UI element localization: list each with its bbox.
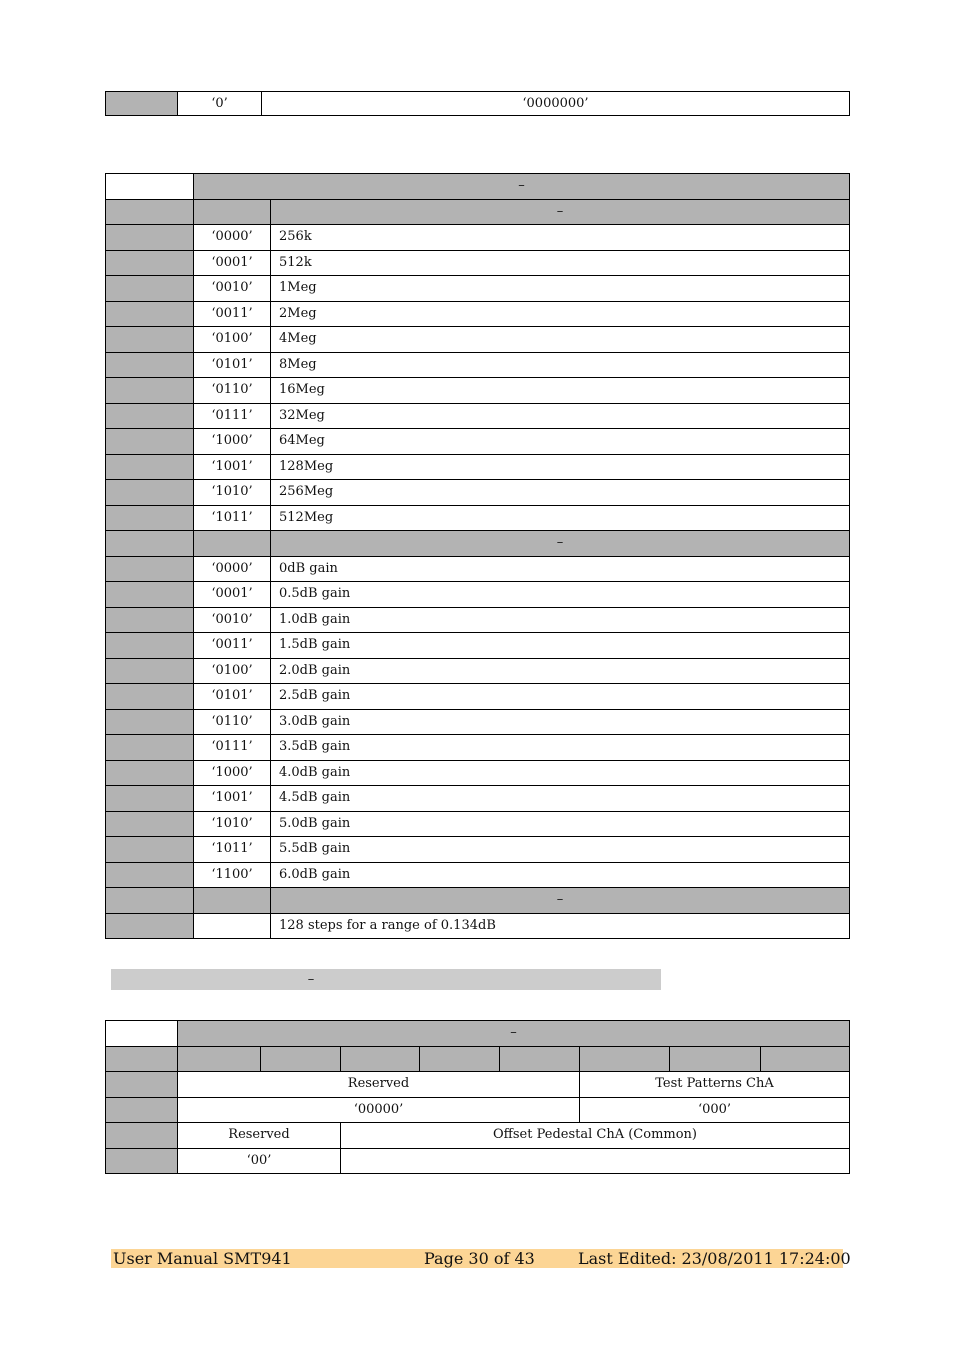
code-cell: ‘1100’ [194,862,271,888]
label-cell [106,378,194,404]
table-row [106,352,850,378]
label-cell [106,301,194,327]
table-row [106,454,850,480]
label-cell [106,1123,178,1149]
offset-pedestal-default-cell [341,1148,850,1174]
caption-dash: – [307,972,315,987]
code-header-cell [194,531,271,557]
description-cell: 256k [271,225,850,251]
label-cell [106,454,194,480]
section-dash: – [556,892,564,908]
description-cell: 512k [271,250,850,276]
label-cell [106,913,194,939]
code-cell: ‘0111’ [194,735,271,761]
register-settings-table [105,173,850,939]
reserved-cell: Reserved [178,1072,580,1098]
code-cell: ‘0101’ [194,352,271,378]
table-row [106,480,850,506]
header-corner-cell [106,1021,178,1047]
label-cell [106,250,194,276]
label-cell [106,1148,178,1174]
label-cell [106,760,194,786]
code-cell: ‘1001’ [194,786,271,812]
register-value-table-top [105,91,850,116]
table-row [106,811,850,837]
code-header-cell [194,888,271,914]
table-caption [111,969,661,990]
label-cell [106,403,194,429]
table-row [106,92,850,116]
code-cell: ‘0011’ [194,301,271,327]
code-cell: ‘1010’ [194,811,271,837]
label-cell [106,556,194,582]
code-cell: ‘0100’ [194,327,271,353]
description-cell: 5.0dB gain [271,811,850,837]
code-cell: ‘0000’ [194,225,271,251]
label-cell [106,607,194,633]
table-row [106,327,850,353]
description-cell: 32Meg [271,403,850,429]
label-cell [106,633,194,659]
table-row [106,225,850,251]
offset-pedestal-cell: Offset Pedestal ChA (Common) [341,1123,850,1149]
code-cell: ‘1011’ [194,505,271,531]
code-cell: ‘1000’ [194,760,271,786]
label-cell [106,352,194,378]
reserved-cell: Reserved [178,1123,341,1149]
section-header-cell [271,531,850,557]
table-header-row [106,1021,850,1047]
section-header-row [106,531,850,557]
table-row [106,1097,850,1123]
label-cell [106,480,194,506]
table-header-row [106,174,850,200]
table-header-cell [178,1021,850,1047]
section-header-row [106,199,850,225]
table-row [106,786,850,812]
section-dash: – [556,535,564,551]
footer-title: User Manual SMT941 [113,1249,292,1268]
table-row [106,684,850,710]
label-cell [106,429,194,455]
description-cell: 256Meg [271,480,850,506]
code-cell: ‘1001’ [194,454,271,480]
table-row [106,582,850,608]
label-cell [106,276,194,302]
code-cell: ‘0000’ [194,556,271,582]
description-cell: 128 steps for a range of 0.134dB [271,913,850,939]
description-cell: 512Meg [271,505,850,531]
label-cell [106,199,194,225]
table-row [106,1123,850,1149]
table-row [106,709,850,735]
page-footer [111,1249,851,1268]
description-cell: 2Meg [271,301,850,327]
label-cell [106,225,194,251]
code-cell: ‘0010’ [194,607,271,633]
code-cell: ‘0111’ [194,403,271,429]
table-row [106,403,850,429]
label-cell [106,786,194,812]
bits-value-cell: ‘0000000’ [262,92,850,116]
bit-cell [761,1046,850,1072]
code-cell: ‘1010’ [194,480,271,506]
footer-page-number: Page 30 of 43 [424,1249,535,1268]
table-row [106,658,850,684]
table-row [106,429,850,455]
code-cell: ‘1000’ [194,429,271,455]
label-cell [106,1072,178,1098]
table-row [106,505,850,531]
table-row [106,276,850,302]
description-cell: 128Meg [271,454,850,480]
bit-cell [670,1046,761,1072]
label-cell [106,1046,178,1072]
table-row [106,633,850,659]
label-cell [106,658,194,684]
bit-cell [420,1046,500,1072]
code-cell: ‘0110’ [194,709,271,735]
bit-cell [261,1046,341,1072]
table-row [106,250,850,276]
description-cell: 0.5dB gain [271,582,850,608]
description-cell: 1Meg [271,276,850,302]
code-cell: ‘0001’ [194,582,271,608]
table-row [106,607,850,633]
description-cell: 4.5dB gain [271,786,850,812]
code-cell [194,913,271,939]
code-cell: ‘1011’ [194,837,271,863]
table-row [106,1148,850,1174]
description-cell: 2.5dB gain [271,684,850,710]
footer-last-edited: Last Edited: 23/08/2011 17:24:00 [578,1249,851,1268]
label-cell [106,505,194,531]
bit-cell [341,1046,420,1072]
register-bitfield-table [105,1020,850,1174]
code-cell: ‘0010’ [194,276,271,302]
test-patterns-default-cell: ‘000’ [580,1097,850,1123]
code-cell: ‘0100’ [194,658,271,684]
table-row [106,837,850,863]
label-cell [106,709,194,735]
bit-cell [500,1046,580,1072]
section-header-cell [271,199,850,225]
table-row [106,735,850,761]
table-header-cell [194,174,850,200]
label-cell [106,888,194,914]
label-cell [106,582,194,608]
label-cell [106,327,194,353]
description-cell: 5.5dB gain [271,837,850,863]
label-cell [106,531,194,557]
code-cell: ‘0110’ [194,378,271,404]
header-corner-cell [106,174,194,200]
table-row [106,1072,850,1098]
description-cell: 3.5dB gain [271,735,850,761]
test-patterns-cell: Test Patterns ChA [580,1072,850,1098]
description-cell: 6.0dB gain [271,862,850,888]
label-cell [106,684,194,710]
header-dash: – [510,1025,517,1041]
table-row [106,301,850,327]
description-cell: 2.0dB gain [271,658,850,684]
label-cell [106,92,178,116]
description-cell: 0dB gain [271,556,850,582]
description-cell: 1.5dB gain [271,633,850,659]
table-row [106,913,850,939]
code-cell: ‘0011’ [194,633,271,659]
description-cell: 64Meg [271,429,850,455]
description-cell: 4Meg [271,327,850,353]
reserved-default-cell: ‘00’ [178,1148,341,1174]
description-cell: 1.0dB gain [271,607,850,633]
section-header-cell [271,888,850,914]
description-cell: 16Meg [271,378,850,404]
label-cell [106,862,194,888]
table-row [106,760,850,786]
code-header-cell [194,199,271,225]
label-cell [106,735,194,761]
bit-cell [580,1046,670,1072]
code-cell: ‘0101’ [194,684,271,710]
description-cell: 4.0dB gain [271,760,850,786]
section-dash: – [556,203,564,219]
table-row [106,556,850,582]
description-cell: 8Meg [271,352,850,378]
reserved-default-cell: ‘00000’ [178,1097,580,1123]
label-cell [106,811,194,837]
bit-cell [178,1046,261,1072]
label-cell [106,837,194,863]
table-row [106,378,850,404]
bit-value-cell: ‘0’ [178,92,262,116]
table-row [106,862,850,888]
code-cell: ‘0001’ [194,250,271,276]
label-cell [106,1097,178,1123]
header-dash: – [518,178,525,194]
section-header-row [106,888,850,914]
description-cell: 3.0dB gain [271,709,850,735]
bit-number-row [106,1046,850,1072]
register-settings-body [106,174,850,939]
